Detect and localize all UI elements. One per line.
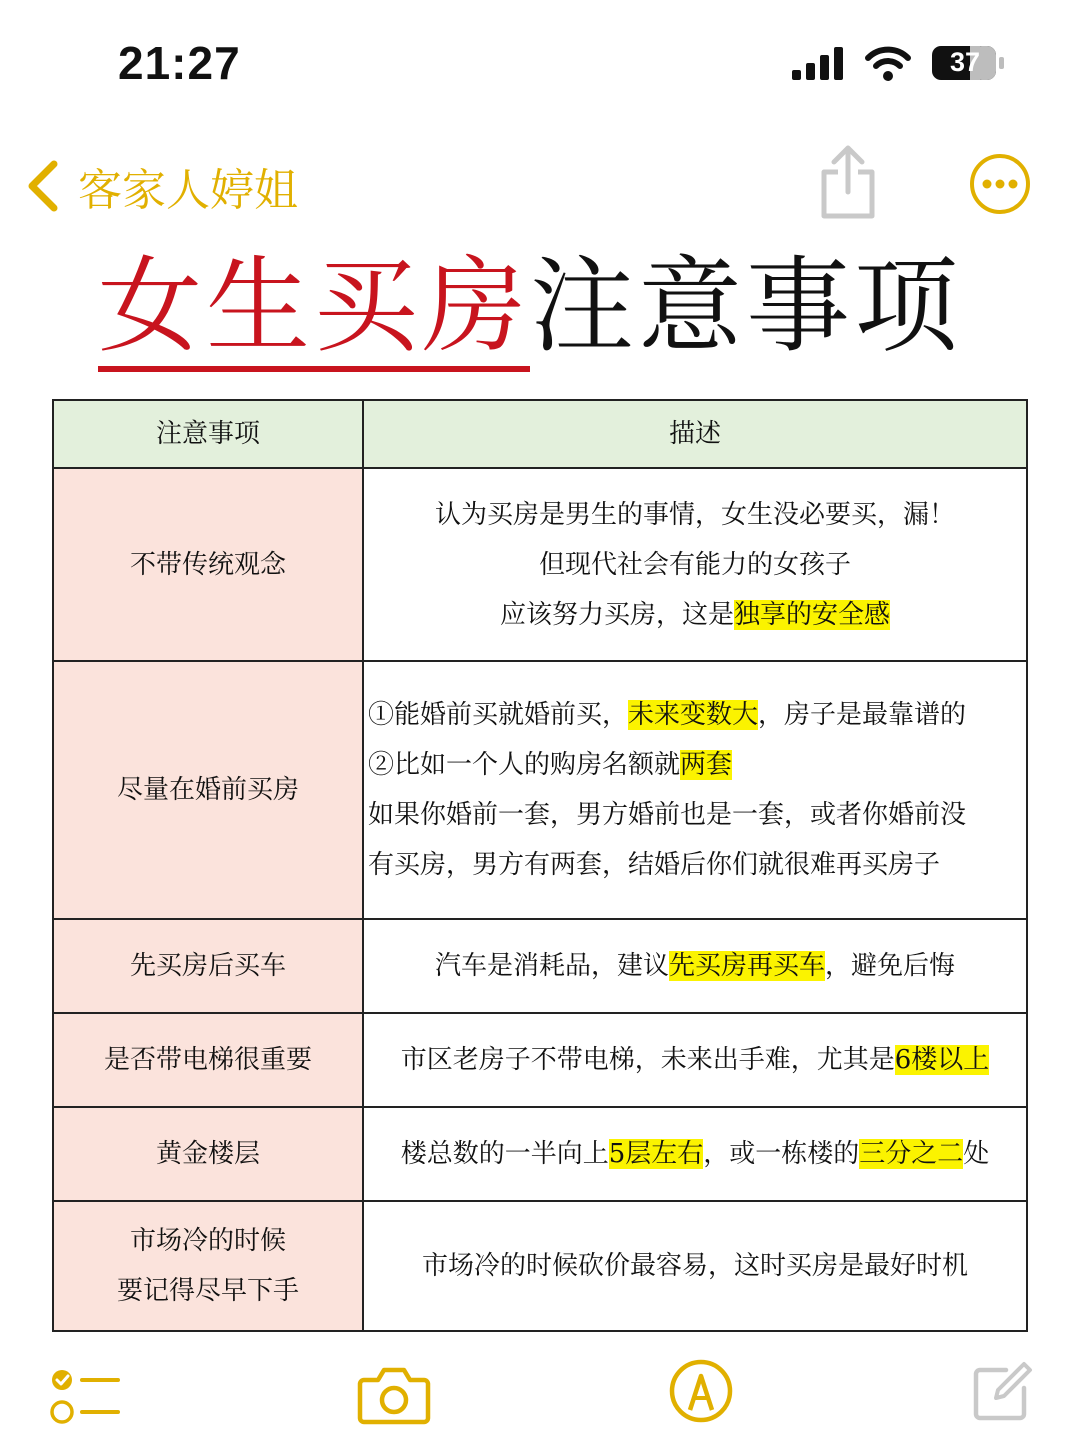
navigation-bar <box>0 140 1080 240</box>
item-cell <box>54 920 364 1012</box>
desc-text: 如果你婚前一套，男方婚前也是一套，或者你婚前没 <box>368 800 967 830</box>
desc-line <box>401 1129 990 1179</box>
bottom-toolbar <box>0 1356 1080 1444</box>
table-row <box>54 1106 1026 1200</box>
item-text: 黄金楼层 <box>155 1139 260 1169</box>
desc-line <box>368 840 940 890</box>
desc-text: 应该努力买房，这是 <box>499 599 734 630</box>
desc-text: ②比如一个人的购房名额就 <box>368 750 681 780</box>
page-title <box>98 242 962 372</box>
desc-cell <box>364 1202 1026 1330</box>
status-bar <box>0 0 1080 120</box>
desc-text: ，房子是最靠谱的 <box>758 700 967 730</box>
desc-text: 认为买房是男生的事情，女生没必要买，漏！ <box>434 499 955 530</box>
desc-line <box>368 690 966 740</box>
item-cell <box>54 1202 364 1330</box>
desc-line <box>435 941 955 991</box>
desc-line <box>422 1241 968 1291</box>
desc-text: 市场冷的时候砍价最容易，这时买房是最好时机 <box>421 1251 968 1281</box>
item-text: 不带传统观念 <box>129 549 286 580</box>
back-button-label[interactable]: 客家人婷姐 <box>78 165 298 216</box>
table-row <box>54 1012 1026 1106</box>
item-text: 市场冷的时候 <box>129 1226 286 1256</box>
share-icon[interactable] <box>816 144 880 220</box>
desc-cell <box>364 920 1026 1012</box>
desc-text: ①能婚前买就婚前买， <box>368 700 629 730</box>
item-text: 要记得尽早下手 <box>116 1276 299 1306</box>
battery-level: 37 <box>949 47 981 77</box>
highlighted-text: 5层左右 <box>608 1139 704 1169</box>
desc-line <box>401 1035 990 1085</box>
item-cell <box>54 1108 364 1200</box>
desc-line <box>368 740 732 790</box>
desc-line <box>368 790 966 840</box>
desc-cell <box>364 469 1026 660</box>
desc-text: 但现代社会有能力的女孩子 <box>538 549 851 580</box>
desc-cell <box>364 1014 1026 1106</box>
title-black-part: 注意事项 <box>530 245 963 367</box>
table-row <box>54 1200 1026 1330</box>
table-row <box>54 660 1026 918</box>
wifi-icon <box>864 44 912 82</box>
highlighted-text: 独享的安全感 <box>734 599 891 630</box>
cellular-signal-icon <box>790 46 846 82</box>
item-cell <box>54 469 364 660</box>
item-text: 尽量在婚前买房 <box>116 775 299 805</box>
compose-icon[interactable] <box>970 1360 1034 1424</box>
chevron-left-icon[interactable] <box>20 158 64 214</box>
item-text: 是否带电梯很重要 <box>103 1045 312 1075</box>
highlighted-text: 两套 <box>680 750 733 780</box>
desc-text: 处 <box>963 1139 990 1169</box>
desc-text: 有买房，男方有两套，结婚后你们就很难再买房子 <box>368 850 941 880</box>
checklist-icon[interactable] <box>48 1364 122 1428</box>
header-cell-item: 注意事项 <box>54 401 364 467</box>
desc-text: ，避免后悔 <box>825 951 956 981</box>
desc-text: 楼总数的一半向上 <box>400 1139 609 1169</box>
item-text: 先买房后买车 <box>129 951 286 981</box>
battery-indicator <box>930 44 1006 82</box>
header-cell-desc: 描述 <box>364 401 1026 467</box>
markup-icon[interactable] <box>668 1358 734 1424</box>
desc-line <box>435 490 955 540</box>
highlighted-text: 6楼以上 <box>894 1045 990 1075</box>
desc-cell <box>364 662 1026 918</box>
desc-cell <box>364 1108 1026 1200</box>
notes-table <box>52 399 1028 1332</box>
item-cell <box>54 1014 364 1106</box>
table-row <box>54 918 1026 1012</box>
highlighted-text: 三分之二 <box>859 1139 964 1169</box>
title-red-part: 女生买房 <box>98 246 530 372</box>
item-cell <box>54 662 364 918</box>
status-time: 21:27 <box>118 37 241 89</box>
table-header-row <box>54 401 1026 467</box>
more-icon[interactable] <box>968 152 1032 216</box>
desc-text: 市区老房子不带电梯，未来出手难，尤其是 <box>400 1045 895 1075</box>
desc-line <box>539 540 851 590</box>
camera-icon[interactable] <box>356 1362 432 1426</box>
table-row <box>54 467 1026 660</box>
desc-text: 汽车是消耗品，建议 <box>434 951 669 981</box>
desc-text: ，或一栋楼的 <box>703 1139 860 1169</box>
desc-line <box>500 590 890 640</box>
highlighted-text: 先买房再买车 <box>668 951 825 981</box>
highlighted-text: 未来变数大 <box>628 700 759 730</box>
